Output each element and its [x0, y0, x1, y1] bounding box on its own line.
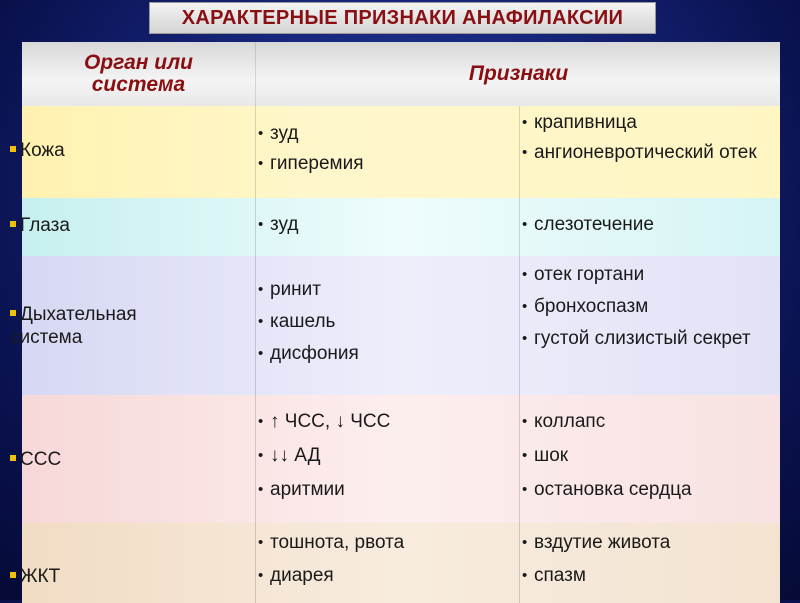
- list-item: • зуд: [258, 213, 515, 236]
- square-bullet-icon: [10, 455, 16, 461]
- list-item: • отек гортани: [522, 263, 776, 286]
- list-item: • коллапс: [522, 410, 776, 433]
- organ-label: Кожа: [10, 139, 65, 162]
- table-row: [10, 256, 780, 395]
- list-item: • гиперемия: [258, 152, 515, 175]
- list-item: • ↓↓ АД: [258, 444, 515, 467]
- organ-label: Глаза: [10, 214, 70, 237]
- list-item: • шок: [522, 444, 776, 467]
- signs-cell-b: [519, 395, 780, 523]
- list-item: • бронхоспазм: [522, 295, 776, 318]
- header-label-organ: Орган или система: [83, 51, 193, 96]
- table-row: [22, 395, 780, 523]
- signs-cell-a: [255, 523, 519, 603]
- signs-cell-b: [519, 106, 780, 198]
- organ-cell: [22, 395, 255, 523]
- signs-cell-b: [519, 256, 780, 395]
- signs-cell-a: [255, 198, 519, 256]
- list-item: • густой слизистый секрет: [522, 327, 776, 350]
- signs-cell-b: [519, 198, 780, 256]
- signs-cell-a: [255, 256, 519, 395]
- square-bullet-icon: [10, 310, 16, 316]
- organ-cell: [22, 198, 255, 256]
- signs-cell-a: [255, 395, 519, 523]
- signs-cell-b: [519, 523, 780, 603]
- organ-cell: [22, 523, 255, 603]
- list-item: • кашель: [258, 310, 515, 333]
- organ-label: Дыхательная система: [10, 304, 137, 348]
- list-item: • диарея: [258, 564, 515, 587]
- header-cell-organ: [22, 42, 255, 106]
- table-row: [22, 523, 780, 603]
- list-item: • тошнота, рвота: [258, 531, 515, 554]
- table-row: [22, 198, 780, 256]
- list-item: • ↑ ЧСС, ↓ ЧСС: [258, 410, 515, 433]
- signs-cell-a: [255, 106, 519, 198]
- list-item: • спазм: [522, 564, 776, 587]
- table-header-row: [22, 42, 780, 106]
- slide-title: ХАРАКТЕРНЫЕ ПРИЗНАКИ АНАФИЛАКСИИ: [181, 6, 624, 29]
- list-item: • ангионевротический отек: [522, 141, 776, 164]
- organ-label: ССС: [10, 448, 61, 471]
- signs-table: [10, 42, 780, 600]
- title-banner: [149, 2, 656, 34]
- list-item: • ринит: [258, 278, 515, 301]
- table-row: [22, 106, 780, 198]
- list-item: • остановка сердца: [522, 478, 776, 501]
- list-item: • дисфония: [258, 342, 515, 365]
- list-item: • аритмии: [258, 478, 515, 501]
- list-item: • крапивница: [522, 111, 776, 134]
- list-item: • зуд: [258, 122, 515, 145]
- square-bullet-icon: [10, 572, 16, 578]
- header-label-signs: Признаки: [468, 62, 569, 85]
- list-item: • слезотечение: [522, 213, 776, 236]
- square-bullet-icon: [10, 146, 16, 152]
- square-bullet-icon: [10, 221, 16, 227]
- organ-cell: [22, 106, 255, 198]
- organ-label: ЖКТ: [10, 565, 60, 588]
- list-item: • вздутие живота: [522, 531, 776, 554]
- header-cell-signs: [255, 42, 781, 106]
- organ-cell: [10, 256, 255, 395]
